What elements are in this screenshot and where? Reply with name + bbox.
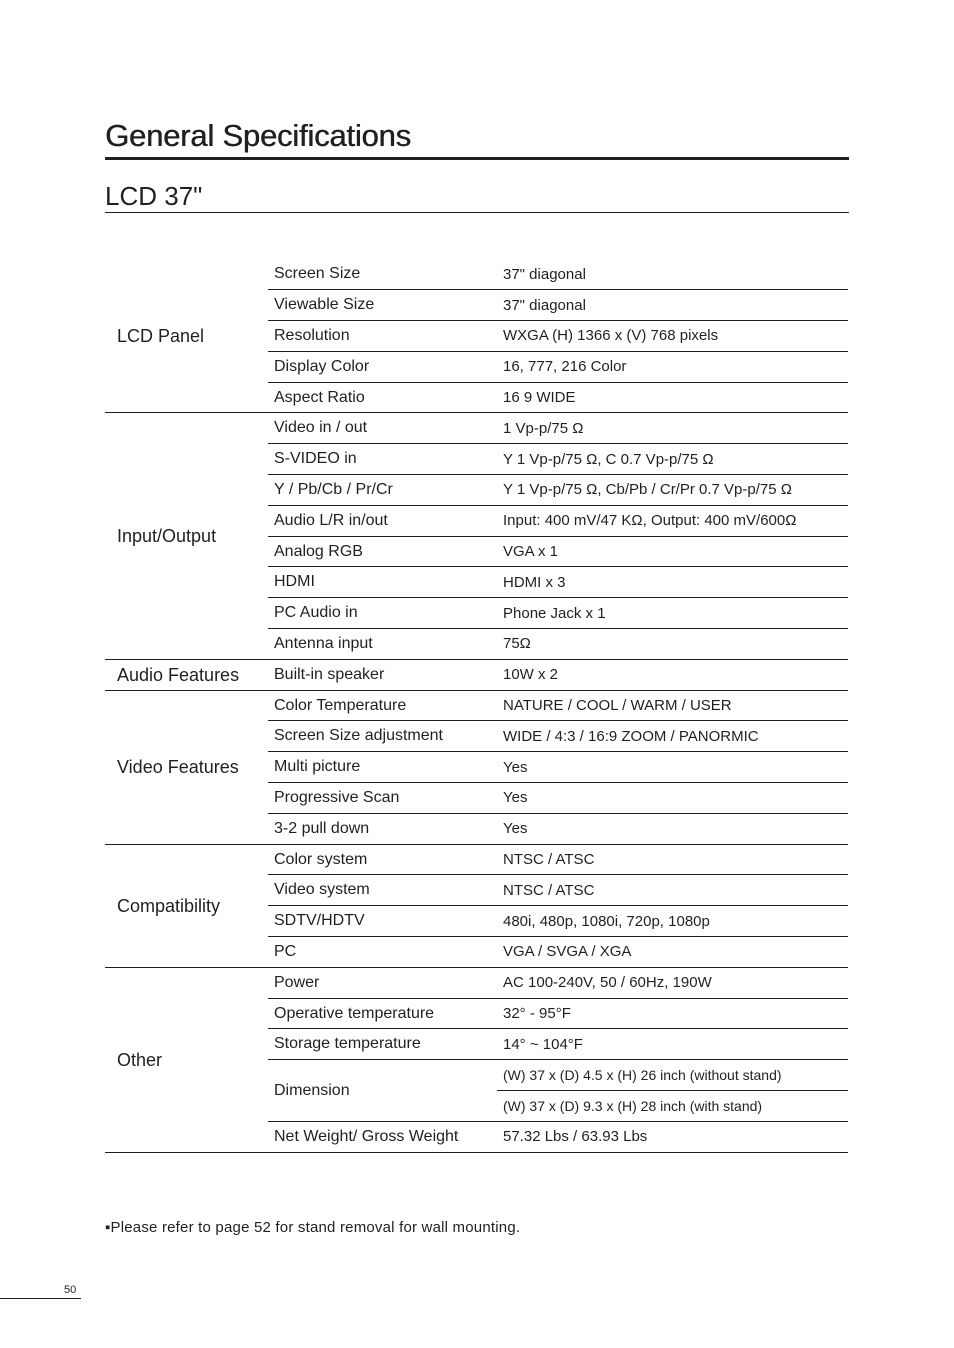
spec-value: (W) 37 x (D) 4.5 x (H) 26 inch (without stand): [497, 1060, 848, 1091]
spec-row: [105, 413, 848, 444]
spec-row: [105, 967, 848, 998]
spec-item: Color system: [268, 844, 497, 875]
spec-item: Audio L/R in/out: [268, 505, 497, 536]
spec-item: Antenna input: [268, 629, 497, 660]
spec-item: Built-in speaker: [268, 659, 497, 690]
spec-value: NTSC / ATSC: [497, 875, 848, 906]
spec-item: Net Weight/ Gross Weight: [268, 1121, 497, 1152]
spec-item: Analog RGB: [268, 536, 497, 567]
spec-value: 57.32 Lbs / 63.93 Lbs: [497, 1121, 848, 1152]
spec-item: SDTV/HDTV: [268, 906, 497, 937]
category-label: Other: [105, 967, 262, 1152]
spec-item: Storage temperature: [268, 1029, 497, 1060]
spec-value: Y 1 Vp-p/75 Ω, C 0.7 Vp-p/75 Ω: [497, 444, 848, 475]
spec-item: Screen Size: [268, 259, 497, 290]
spec-value: 16, 777, 216 Color: [497, 351, 848, 382]
page-number: 50: [64, 1284, 77, 1296]
spec-item: Power: [268, 967, 497, 998]
column-gap: [262, 1091, 268, 1122]
spec-row: [105, 690, 848, 721]
spec-item: Operative temperature: [268, 998, 497, 1029]
category-label: Compatibility: [105, 844, 262, 967]
spec-value: (W) 37 x (D) 9.3 x (H) 28 inch (with stand): [497, 1091, 848, 1122]
spec-item: Video system: [268, 875, 497, 906]
spec-value: 14° ~ 104°F: [497, 1029, 848, 1060]
spec-item: HDMI: [268, 567, 497, 598]
spec-item: Video in / out: [268, 413, 497, 444]
spec-value: NTSC / ATSC: [497, 844, 848, 875]
spec-item: PC: [268, 937, 497, 968]
spec-value: 37" diagonal: [497, 290, 848, 321]
spec-value: NATURE / COOL / WARM / USER: [497, 690, 848, 721]
spec-value: Y 1 Vp-p/75 Ω, Cb/Pb / Cr/Pr 0.7 Vp-p/75 Ω: [497, 475, 848, 506]
spec-item: Display Color: [268, 351, 497, 382]
spec-item: Progressive Scan: [268, 783, 497, 814]
spec-value: Yes: [497, 813, 848, 844]
spec-item: Dimension: [268, 1060, 497, 1122]
spec-value: VGA x 1: [497, 536, 848, 567]
specifications-body: [105, 259, 848, 1152]
spec-item: Viewable Size: [268, 290, 497, 321]
spec-value: VGA / SVGA / XGA: [497, 937, 848, 968]
spec-value: HDMI x 3: [497, 567, 848, 598]
spec-row: [105, 844, 848, 875]
spec-item: Multi picture: [268, 752, 497, 783]
category-label: LCD Panel: [105, 259, 262, 413]
spec-value: 16 9 WIDE: [497, 382, 848, 413]
spec-value: WIDE / 4:3 / 16:9 ZOOM / PANORMIC: [497, 721, 848, 752]
subtitle-divider: [105, 212, 849, 213]
category-label: Input/Output: [105, 413, 262, 659]
spec-value: Input: 400 mV/47 KΩ, Output: 400 mV/600Ω: [497, 505, 848, 536]
category-label: Audio Features: [105, 659, 262, 690]
model-subtitle: LCD 37": [105, 181, 203, 211]
footnote: ▪Please refer to page 52 for stand removal for wall mounting.: [105, 1219, 521, 1236]
spec-value: Phone Jack x 1: [497, 598, 848, 629]
spec-item: 3-2 pull down: [268, 813, 497, 844]
page-number-rule: [0, 1298, 81, 1299]
spec-row: [105, 259, 848, 290]
category-label: Video Features: [105, 690, 262, 844]
spec-item: PC Audio in: [268, 598, 497, 629]
spec-item: Screen Size adjustment: [268, 721, 497, 752]
spec-item: S-VIDEO in: [268, 444, 497, 475]
spec-item: Resolution: [268, 321, 497, 352]
title-divider: [105, 157, 849, 160]
spec-value: Yes: [497, 752, 848, 783]
spec-item: Color Temperature: [268, 690, 497, 721]
spec-value: Yes: [497, 783, 848, 814]
spec-value: AC 100-240V, 50 / 60Hz, 190W: [497, 967, 848, 998]
page-title: General Specifications: [105, 118, 411, 153]
spec-value: 10W x 2: [497, 659, 848, 690]
spec-value: 1 Vp-p/75 Ω: [497, 413, 848, 444]
specifications-table: [105, 259, 848, 1153]
spec-value: WXGA (H) 1366 x (V) 768 pixels: [497, 321, 848, 352]
spec-value: 75Ω: [497, 629, 848, 660]
spec-value: 480i, 480p, 1080i, 720p, 1080p: [497, 906, 848, 937]
spec-row: [105, 659, 848, 690]
spec-value: 37" diagonal: [497, 259, 848, 290]
spec-value: 32° - 95°F: [497, 998, 848, 1029]
spec-item: Y / Pb/Cb / Pr/Cr: [268, 475, 497, 506]
spec-item: Aspect Ratio: [268, 382, 497, 413]
